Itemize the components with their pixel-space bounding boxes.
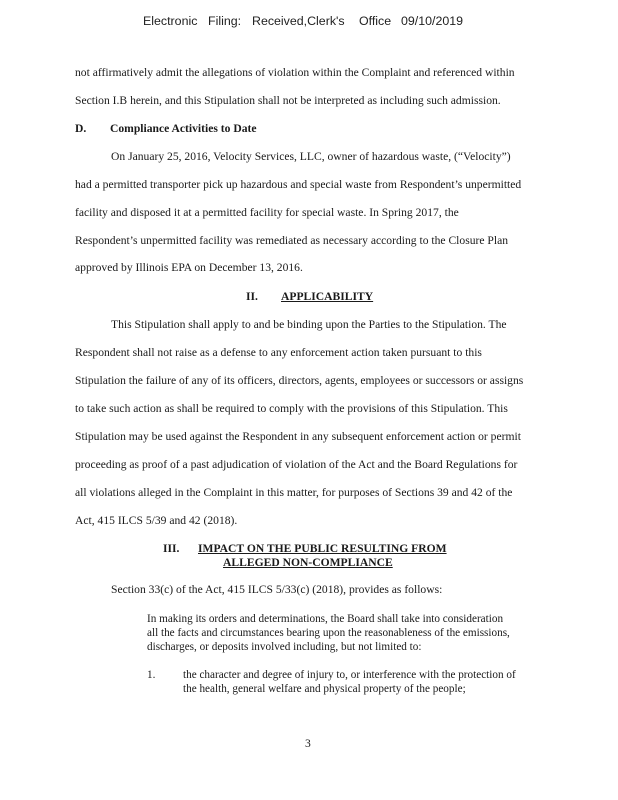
text-line: This Stipulation shall apply to and be binding upon the Parties to the Stipulation. The [111,318,507,331]
header-filing: Filing: [208,14,242,28]
text-line: Section 33(c) of the Act, 415 ILCS 5/33(c) (2018), provides as follows: [111,583,443,596]
section-number: III. [163,542,180,555]
item-line: the health, general welfare and physical property of the people; [183,683,466,695]
header-received: Received,Clerk's [252,14,345,28]
text-line: had a permitted transporter pick up hazardous and special waste from Respondent’s unpermitted [75,178,522,191]
text-line: approved by Illinois EPA on December 13, 2016. [75,261,303,274]
text-line: Act, 415 ILCS 5/39 and 42 (2018). [75,514,238,527]
header-date: 09/10/2019 [401,14,464,28]
section-title: Compliance Activities to Date [110,122,257,135]
section-letter: D. [75,122,87,135]
text-line: all violations alleged in the Complaint in this matter, for purposes of Sections 39 and 42 of the [75,486,513,499]
text-line: Section I.B herein, and this Stipulation shall not be interpreted as including such admission. [75,94,501,107]
quote-line: discharges, or deposits involved including, but not limited to: [147,641,422,653]
text-line: On January 25, 2016, Velocity Services, LLC, owner of hazardous waste, (“Velocity”) [111,150,511,163]
text-line: to take such action as shall be required to comply with the provisions of this Stipulation. This [75,402,508,415]
text-line: Stipulation may be used against the Respondent in any subsequent enforcement action or permit [75,430,521,443]
text-line: facility and disposed it at a permitted facility for special waste. In Spring 2017, the [75,206,459,219]
text-line: Stipulation the failure of any of its officers, directors, agents, employees or successors or assigns [75,374,524,387]
text-line: not affirmatively admit the allegations of violation within the Complaint and referenced within [75,66,515,79]
section-number: II. [246,290,258,303]
header-office: Office [359,14,392,28]
section-title: APPLICABILITY [281,290,374,303]
item-number: 1. [147,669,156,681]
header-electronic: Electronic [143,14,198,28]
section-title: IMPACT ON THE PUBLIC RESULTING FROM [198,542,447,555]
page-number: 3 [305,737,311,750]
item-line: the character and degree of injury to, or interference with the protection of [183,669,516,681]
section-title-continued: ALLEGED NON-COMPLIANCE [223,556,393,569]
text-line: Respondent shall not raise as a defense to any enforcement action taken pursuant to this [75,346,482,359]
quote-line: In making its orders and determinations, the Board shall take into consideration [147,613,504,625]
text-line: proceeding as proof of a past adjudication of violation of the Act and the Board Regulations for [75,458,518,471]
quote-line: all the facts and circumstances bearing upon the reasonableness of the emissions, [147,627,510,639]
text-line: Respondent’s unpermitted facility was remediated as necessary according to the Closure Plan [75,234,509,247]
